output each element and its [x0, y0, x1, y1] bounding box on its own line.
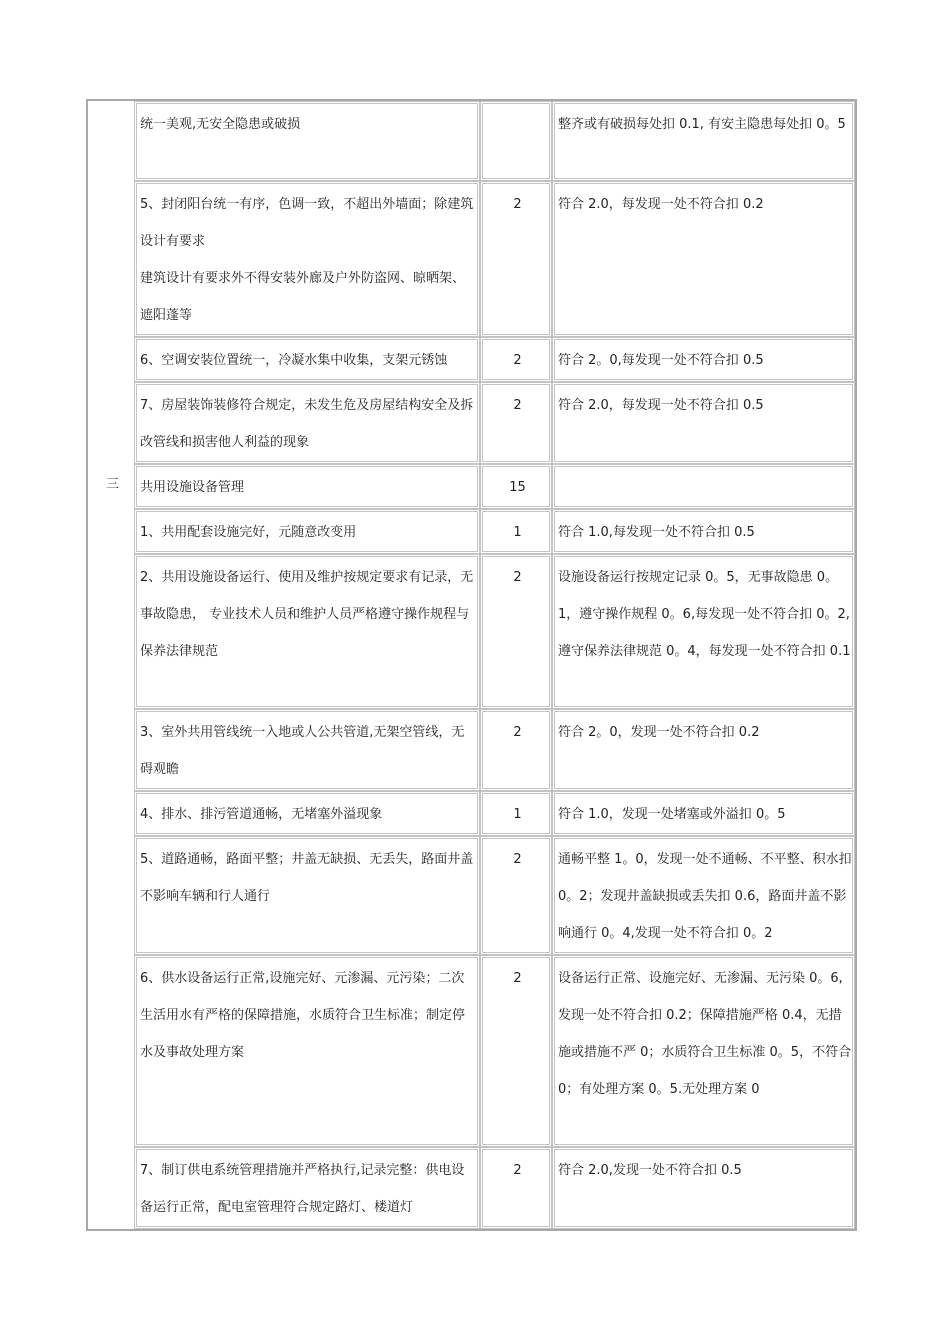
row-number: [88, 554, 134, 709]
scoring-rule-cell: 符合 2。0,每发现一处不符合扣 0.5: [552, 337, 855, 382]
scoring-rule-cell: 符合 1.0,每发现一处不符合扣 0.5: [552, 509, 855, 554]
score-cell: 2: [480, 836, 552, 955]
row-number: [88, 1147, 134, 1229]
row-number: [88, 836, 134, 955]
scoring-rule-cell: 设备运行正常、设施完好、无渗漏、无污染 0。6,发现一处不符合扣 0.2；保障措施严格 0.4，无措施或措施不严 0；水质符合卫生标准 0。5，不符合 0；有处理方案 0。5.无处理方案 0: [552, 955, 855, 1147]
scoring-rule-cell: 符合 2.0，每发现一处不符合扣 0.5: [552, 382, 855, 464]
table-row: [88, 181, 855, 337]
standard-cell: 3、室外共用管线统一入地或人公共管道,无架空管线，无碍观瞻: [134, 709, 480, 791]
table-row: [88, 709, 855, 791]
table-body: [88, 101, 855, 1229]
scoring-rule-cell: 通畅平整 1。0，发现一处不通畅、不平整、积水扣 0。2；发现井盖缺损或丢失扣 0.6，路面井盖不影响通行 0。4,发现一处不符合扣 0。2: [552, 836, 855, 955]
row-number: [88, 382, 134, 464]
score-cell: 2: [480, 382, 552, 464]
standard-cell: 7、房屋装饰装修符合规定，未发生危及房屋结构安全及拆改管线和损害他人利益的现象: [134, 382, 480, 464]
row-number: [88, 955, 134, 1147]
score-cell: 15: [480, 464, 552, 509]
row-number: [88, 337, 134, 382]
table-row: [88, 1147, 855, 1229]
scoring-rule-cell: 符合 2。0，发现一处不符合扣 0.2: [552, 709, 855, 791]
standard-cell: 6、空调安装位置统一，冷凝水集中收集，支架元锈蚀: [134, 337, 480, 382]
score-cell: 2: [480, 554, 552, 709]
standard-cell: 5、道路通畅，路面平整；井盖无缺损、无丢失，路面井盖不影响车辆和行人通行: [134, 836, 480, 955]
score-cell: 2: [480, 181, 552, 337]
table-row: [88, 791, 855, 836]
standard-cell: 6、供水设备运行正常,设施完好、元渗漏、元污染；二次生活用水有严格的保障措施，水质符合卫生标准；制定停水及事故处理方案: [134, 955, 480, 1147]
standard-cell: 7、制订供电系统管理措施并严格执行,记录完整：供电设备运行正常，配电室管理符合规定路灯、楼道灯: [134, 1147, 480, 1229]
standards-table: [86, 99, 857, 1231]
table-row: [88, 464, 855, 509]
standard-cell: 统一美观,无安全隐患或破损: [134, 101, 480, 181]
standard-cell: 5、封闭阳台统一有序，色调一致，不超出外墙面；除建筑设计有要求 建筑设计有要求外不得安装外廊及户外防盗网、晾晒架、遮阳蓬等: [134, 181, 480, 337]
score-cell: 2: [480, 337, 552, 382]
scoring-rule-cell: 符合 2.0,发现一处不符合扣 0.5: [552, 1147, 855, 1229]
score-cell: [480, 101, 552, 181]
row-number: [88, 791, 134, 836]
scoring-rule-cell: 设施设备运行按规定记录 0。5，无事故隐患 0。1，遵守操作规程 0。6,每发现一处不符合扣 0。2,遵守保养法律规范 0。4，每发现一处不符合扣 0.1: [552, 554, 855, 709]
standard-cell: 1、共用配套设施完好，元随意改变用: [134, 509, 480, 554]
row-number: [88, 181, 134, 337]
table-row: [88, 836, 855, 955]
score-cell: 1: [480, 791, 552, 836]
standard-cell: 4、排水、排污管道通畅，无堵塞外溢现象: [134, 791, 480, 836]
score-cell: 1: [480, 509, 552, 554]
scoring-rule-cell: 符合 1.0，发现一处堵塞或外溢扣 0。5: [552, 791, 855, 836]
standard-cell: 共用设施设备管理: [134, 464, 480, 509]
table-row: [88, 509, 855, 554]
scoring-rule-cell: [552, 464, 855, 509]
table-row: [88, 101, 855, 181]
row-number: [88, 709, 134, 791]
table-row: [88, 382, 855, 464]
scoring-rule-cell: 符合 2.0，每发现一处不符合扣 0.2: [552, 181, 855, 337]
table-row: [88, 337, 855, 382]
scoring-rule-cell: 整齐或有破损每处扣 0.1, 有安主隐患每处扣 0。5: [552, 101, 855, 181]
table-row: [88, 955, 855, 1147]
row-number: 三: [105, 477, 119, 492]
score-cell: 2: [480, 1147, 552, 1229]
standard-cell: 2、共用设施设备运行、使用及维护按规定要求有记录，无事故隐患， 专业技术人员和维护人员严格遵守操作规程与保养法律规范: [134, 554, 480, 709]
score-cell: 2: [480, 955, 552, 1147]
row-number: [88, 101, 134, 181]
score-cell: 2: [480, 709, 552, 791]
table-row: [88, 554, 855, 709]
row-number: [88, 509, 134, 554]
